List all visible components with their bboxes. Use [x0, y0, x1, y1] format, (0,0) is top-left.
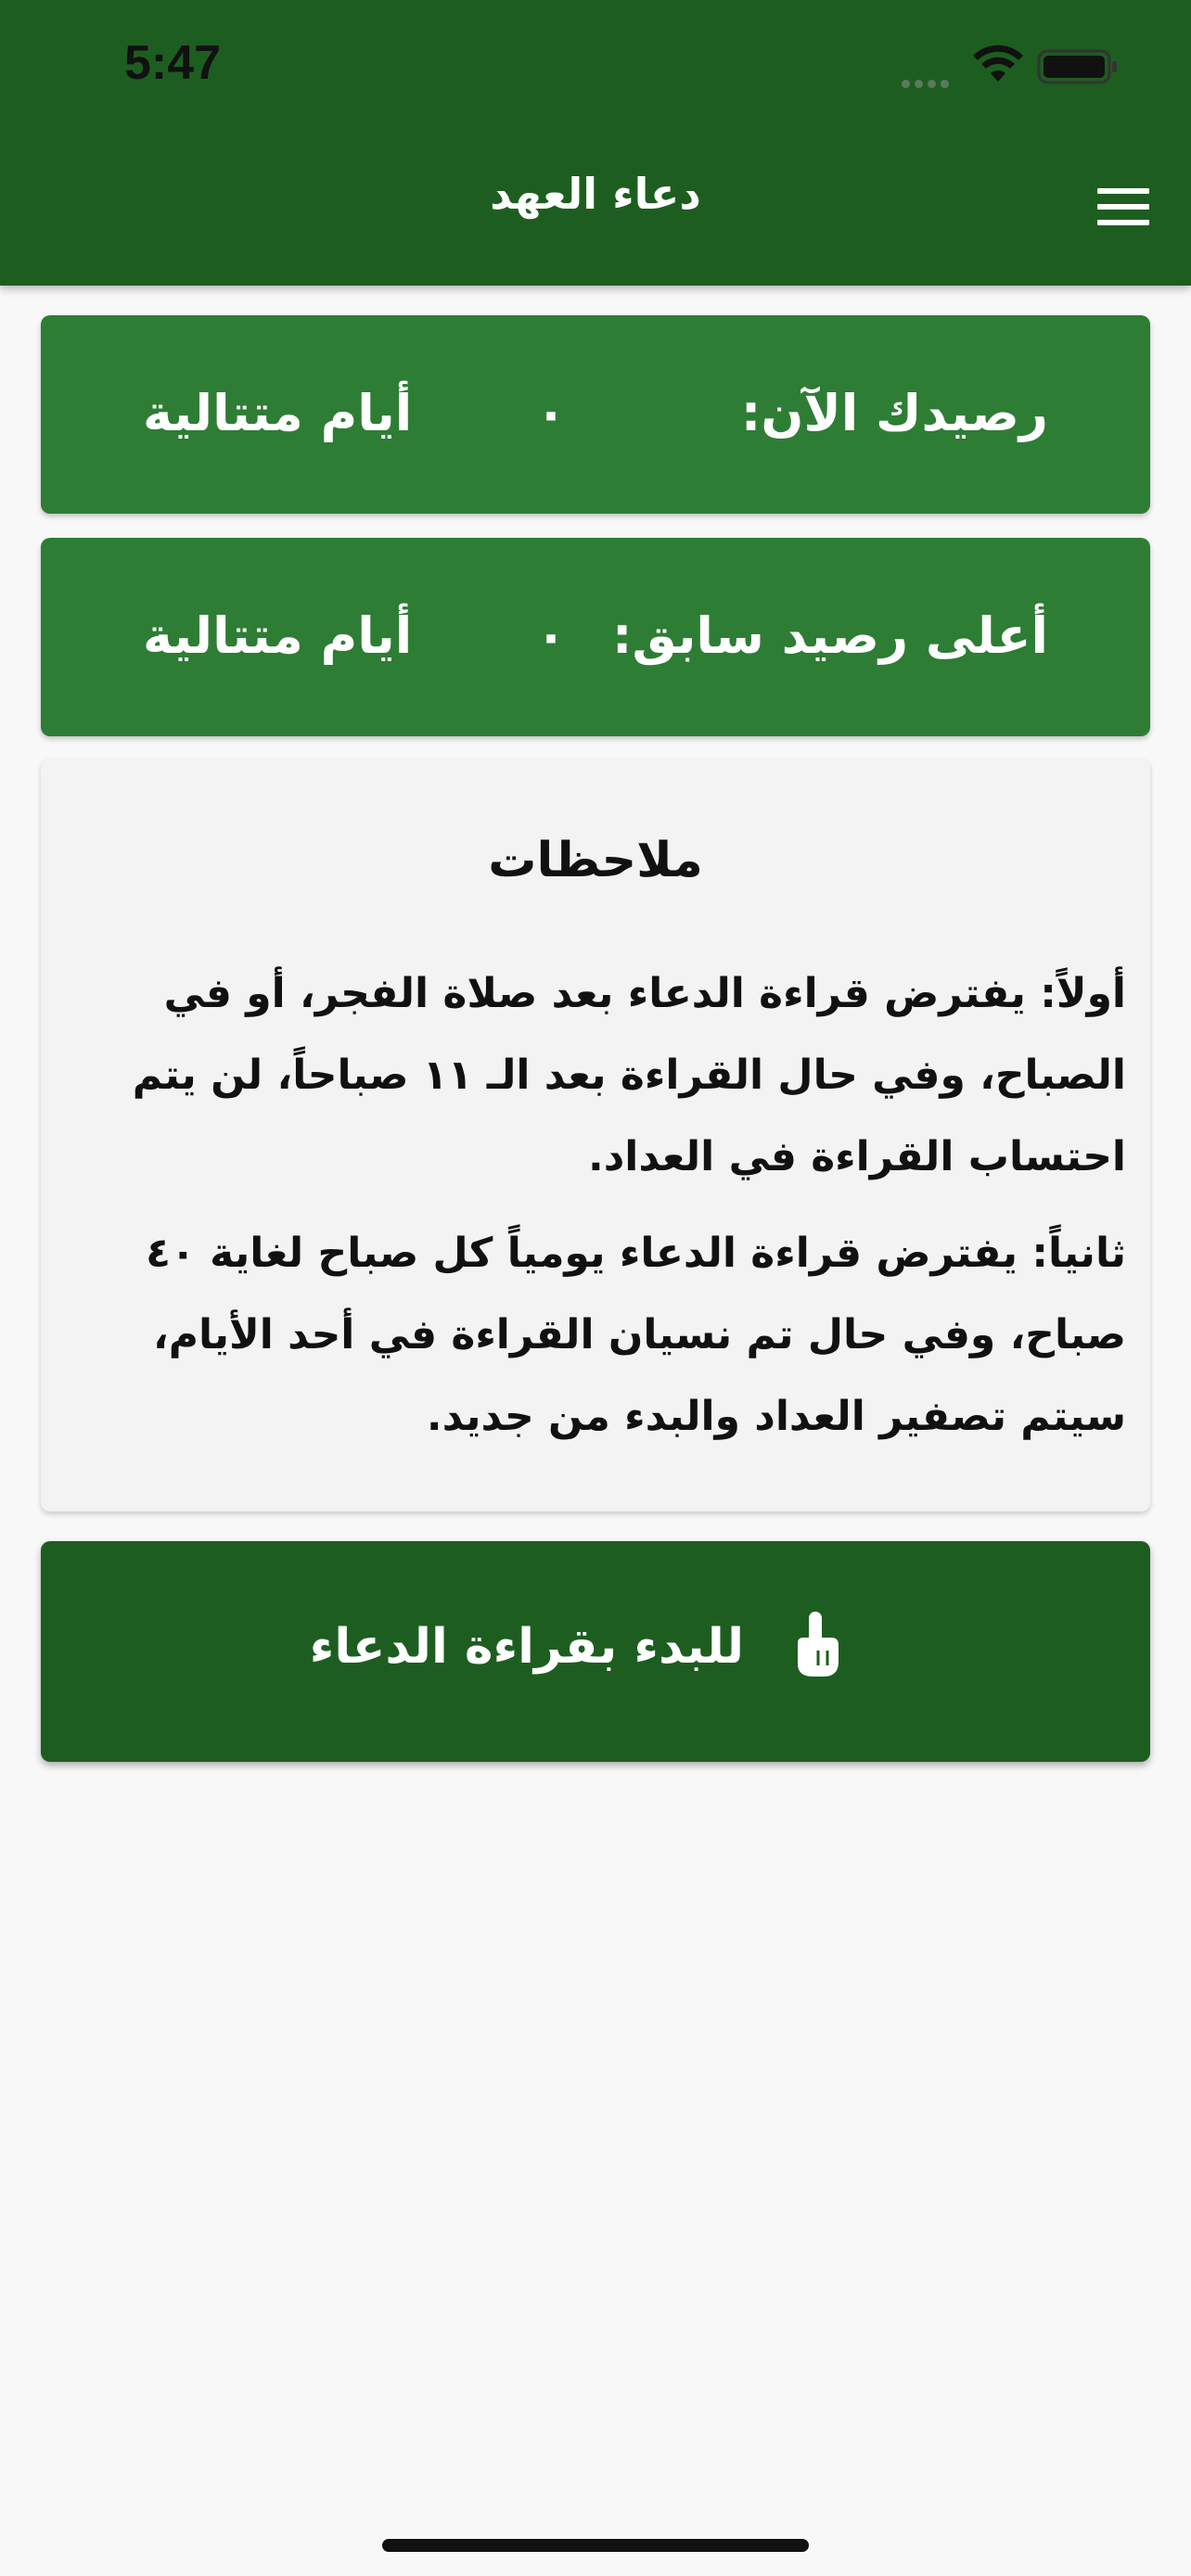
best-streak-unit: أيام متتالية: [143, 606, 413, 665]
wifi-icon: [972, 45, 1024, 85]
cellular-signal-icon: [902, 74, 957, 83]
home-indicator[interactable]: [382, 2539, 809, 2552]
note-second: ثانياً: يفترض قراءة الدعاء يومياً كل صباح لغاية ٤٠ صباح، وفي حال تم نسيان القراءة في أحد الأيام، سيتم تصفير العداد والبدء من جديد.: [146, 1230, 1126, 1440]
notes-card: [41, 759, 1150, 1511]
app-header: [0, 0, 1191, 286]
current-streak-card: [41, 315, 1150, 514]
current-streak-label: رصيدك الآن:: [740, 384, 1048, 442]
page-title: دعاء العهد: [490, 169, 701, 219]
current-streak-unit: أيام متتالية: [143, 384, 413, 442]
best-streak-value: ٠: [535, 606, 567, 665]
battery-icon: [1037, 48, 1119, 85]
start-reading-label: للبدء بقراءة الدعاء: [309, 1619, 744, 1675]
hand-pointer-icon: [790, 1610, 842, 1678]
best-streak-label: أعلى رصيد سابق:: [611, 606, 1048, 665]
hamburger-menu-icon[interactable]: [1097, 188, 1149, 225]
best-streak-card: [41, 538, 1150, 736]
notes-title: ملاحظات: [488, 833, 703, 888]
status-time: 5:47: [124, 36, 222, 90]
start-reading-button[interactable]: [41, 1541, 1150, 1762]
note-first: أولاً: يفترض قراءة الدعاء بعد صلاة الفجر، أو في الصباح، وفي حال القراءة بعد الـ ١١ صباحاً، لن يتم احتساب القراءة في العداد.: [132, 970, 1126, 1180]
current-streak-value: ٠: [535, 384, 567, 442]
